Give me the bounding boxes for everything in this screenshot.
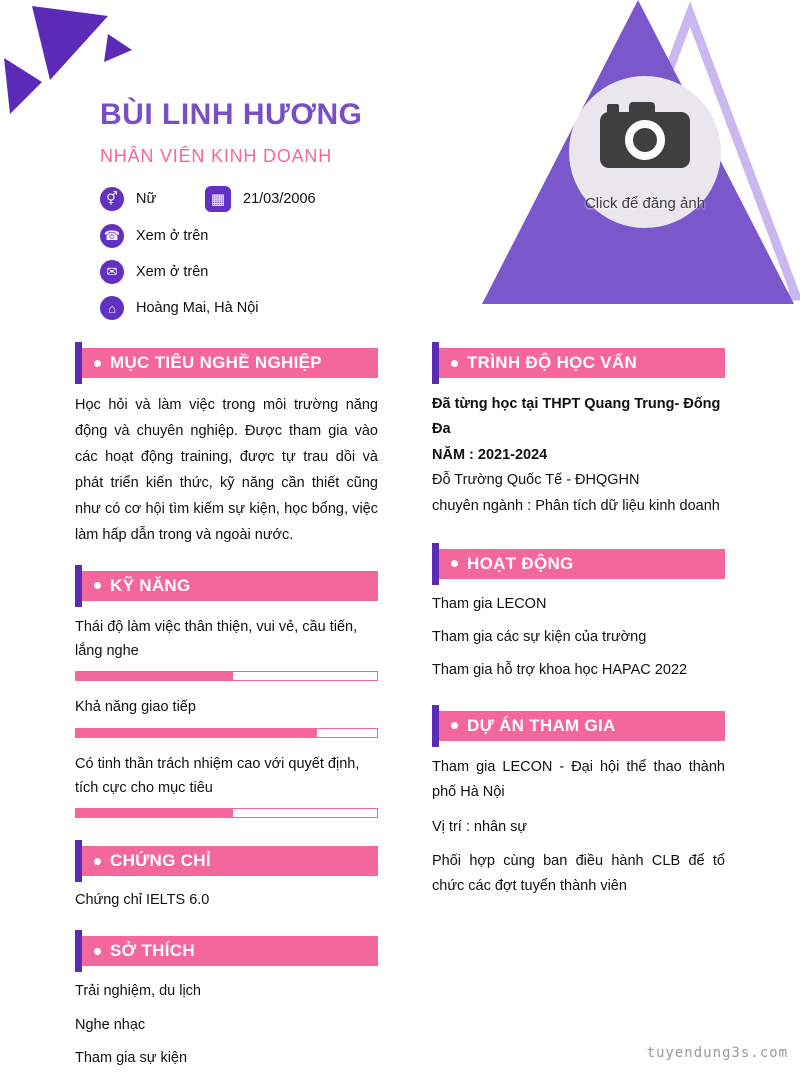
section-header-certificates xyxy=(75,846,378,876)
contact-address-value: Hoàng Mai, Hà Nội xyxy=(136,300,259,316)
section-header-objective xyxy=(75,348,378,378)
bullet-icon xyxy=(94,858,101,865)
contact-row xyxy=(100,260,460,284)
project-line: Tham gia LECON - Đại hội thể thao thành phố Hà Nội xyxy=(432,758,725,801)
section-header-education xyxy=(432,348,725,378)
gender-icon: ⚥ xyxy=(100,187,124,211)
contact-birthdate xyxy=(205,186,316,212)
section-title: HOẠT ĐỘNG xyxy=(467,553,574,573)
candidate-name: BÙI LINH HƯƠNG xyxy=(100,98,363,131)
accent-bar xyxy=(75,930,82,972)
section-header-activities xyxy=(432,549,725,579)
skill-label: Thái độ làm việc thân thiện, vui vẻ, cầu tiến, lắng nghe xyxy=(75,618,358,659)
section-title-bar xyxy=(75,936,378,966)
project-line: Vị trí : nhân sự xyxy=(432,818,528,835)
education-block xyxy=(432,392,725,519)
contact-info xyxy=(100,186,460,320)
photo-upload-label: Click để đăng ảnh xyxy=(584,195,706,212)
bullet-icon xyxy=(94,948,101,955)
accent-bar xyxy=(75,342,82,384)
accent-bar xyxy=(432,705,439,747)
skill-progress-fill xyxy=(76,672,233,680)
bullet-icon xyxy=(451,722,458,729)
skill-item xyxy=(75,752,378,819)
contact-gender-value: Nữ xyxy=(136,191,157,207)
bullet-icon xyxy=(451,560,458,567)
watermark: tuyendung3s.com xyxy=(646,1045,788,1061)
section-header-projects xyxy=(432,711,725,741)
skill-progress-fill xyxy=(76,729,317,737)
hobby-item: Tham gia sự kiện xyxy=(75,1049,188,1066)
contact-gender xyxy=(100,187,205,211)
hobby-item: Trải nghiệm, du lịch xyxy=(75,983,201,1000)
skill-progress-track xyxy=(75,728,378,738)
education-line: chuyên ngành : Phân tích dữ liệu kinh doanh xyxy=(432,497,720,514)
contact-birthdate-value: 21/03/2006 xyxy=(243,191,316,207)
skill-item xyxy=(75,615,378,682)
candidate-job-title: NHÂN VIÊN KINH DOANH xyxy=(100,146,333,166)
contact-row xyxy=(100,186,460,212)
section-header-hobbies xyxy=(75,936,378,966)
section-title-bar xyxy=(432,348,725,378)
accent-bar xyxy=(432,543,439,585)
skill-item xyxy=(75,695,378,737)
accent-bar xyxy=(432,342,439,384)
left-column xyxy=(75,348,378,1068)
projects-block xyxy=(432,755,725,900)
section-title: CHỨNG CHỈ xyxy=(110,851,211,871)
skill-progress-track xyxy=(75,671,378,681)
section-title: MỤC TIÊU NGHỀ NGHIỆP xyxy=(110,353,322,372)
objective-text: Học hỏi và làm việc trong môi trường năng động và chuyên nghiệp. Được tham gia vào các hoạt động training, được tự trau dồi và phát triển kiến thức, kỹ năng cần thiết cũng như có cơ hội tìm kiếm sự kiện, học bổng, việc làm hấp dẫn trong và ngoài nước. xyxy=(75,397,378,544)
section-title-bar xyxy=(75,348,378,378)
hobby-item: Nghe nhạc xyxy=(75,1016,146,1033)
project-line: Phối hợp cùng ban điều hành CLB để tổ chức các đợt tuyển thành viên xyxy=(432,852,725,895)
accent-bar xyxy=(75,840,82,882)
activity-item: Tham gia LECON xyxy=(432,595,547,612)
bullet-icon xyxy=(451,360,458,367)
home-icon: ⌂ xyxy=(100,296,124,320)
section-title: TRÌNH ĐỘ HỌC VẤN xyxy=(467,353,638,372)
activities-list xyxy=(432,594,725,681)
right-column xyxy=(432,348,725,900)
section-title: KỸ NĂNG xyxy=(110,575,191,595)
activity-item: Tham gia hỗ trợ khoa học HAPAC 2022 xyxy=(432,662,688,679)
certificate-item: Chứng chỉ IELTS 6.0 xyxy=(75,892,210,909)
skill-label: Có tinh thần trách nhiệm cao với quyết định, tích cực cho mục tiêu xyxy=(75,755,360,796)
education-line: Đã từng học tại THPT Quang Trung- Đống Đa xyxy=(432,396,721,438)
camera-icon xyxy=(595,100,695,172)
email-icon: ✉ xyxy=(100,260,124,284)
section-title-bar xyxy=(75,846,378,876)
section-title-bar xyxy=(432,711,725,741)
section-header-skills xyxy=(75,571,378,601)
skill-progress-track xyxy=(75,808,378,818)
contact-address xyxy=(100,296,259,320)
contact-row xyxy=(100,224,460,248)
section-title-bar xyxy=(75,571,378,601)
skill-label: Khả năng giao tiếp xyxy=(75,699,196,716)
contact-email-value: Xem ở trên xyxy=(136,264,209,280)
education-line: Đỗ Trường Quốc Tế - ĐHQGHN xyxy=(432,472,640,489)
contact-email xyxy=(100,260,208,284)
contact-row xyxy=(100,296,460,320)
phone-icon: ☎ xyxy=(100,224,124,248)
section-title-bar xyxy=(432,549,725,579)
bullet-icon xyxy=(94,360,101,367)
section-title: DỰ ÁN THAM GIA xyxy=(467,715,616,735)
bullet-icon xyxy=(94,582,101,589)
education-line: NĂM : 2021-2024 xyxy=(432,446,548,463)
accent-bar xyxy=(75,565,82,607)
activity-item: Tham gia các sự kiện của trường xyxy=(432,629,647,646)
calendar-icon: ▦ xyxy=(205,186,231,212)
contact-phone xyxy=(100,224,208,248)
hobbies-list xyxy=(75,981,378,1068)
contact-phone-value: Xem ở trên xyxy=(136,228,209,244)
skill-progress-fill xyxy=(76,809,233,817)
photo-upload[interactable] xyxy=(569,76,721,228)
section-title: SỞ THÍCH xyxy=(110,941,195,961)
